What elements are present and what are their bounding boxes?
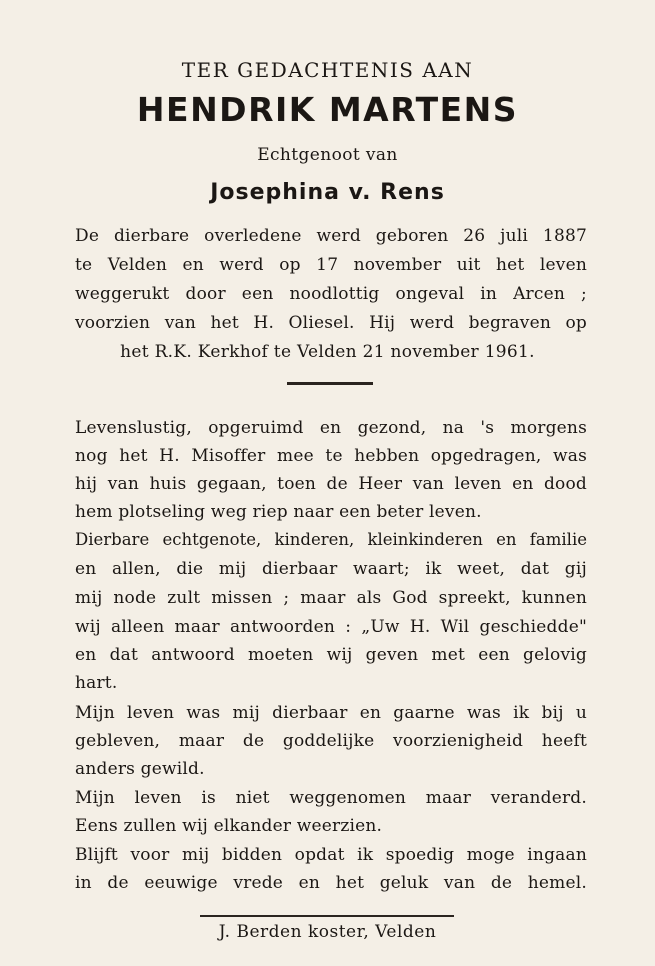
text-line: Levenslustig, opgeruimd en gezond, na 's morgens xyxy=(75,418,587,438)
biography-line: voorzien van het H. Oliesel. Hij werd begraven op xyxy=(75,313,587,333)
text-line: hem plotseling weg riep naar een beter leven. xyxy=(75,502,482,522)
text-line: en dat antwoord moeten wij geven met een gelovig xyxy=(75,645,587,665)
in-memory-heading: TER GEDACHTENIS AAN xyxy=(181,58,474,82)
spouse-name: Josephina v. Rens xyxy=(210,180,445,205)
text-line: Eens zullen wij elkander weerzien. xyxy=(75,816,383,836)
deceased-name: HENDRIK MARTENS xyxy=(136,90,519,129)
text-line: hij van huis gegaan, toen de Heer van leven en dood xyxy=(75,474,587,494)
text-line: wij alleen maar antwoorden : „Uw H. Wil geschiedde" xyxy=(75,617,587,637)
relation-label: Echtgenoot van xyxy=(257,145,398,165)
printer-credit: J. Berden koster, Velden xyxy=(218,922,437,942)
biography-line: het R.K. Kerkhof te Velden 21 november 1961. xyxy=(120,342,535,362)
biography-line: De dierbare overledene werd geboren 26 juli 1887 xyxy=(75,226,587,246)
biography-line: weggerukt door een noodlottig ongeval in Arcen ; xyxy=(75,284,587,304)
section-divider xyxy=(287,382,373,385)
text-line: en allen, die mij dierbaar waart; ik weet, dat gij xyxy=(75,559,587,579)
text-line: gebleven, maar de goddelijke voorzienigheid heeft xyxy=(75,731,587,751)
text-line: anders gewild. xyxy=(75,759,205,779)
text-line: nog het H. Misoffer mee te hebben opgedragen, was xyxy=(75,446,587,466)
biography-line: te Velden en werd op 17 november uit het leven xyxy=(75,255,587,275)
text-line: Dierbare echtgenote, kinderen, kleinkinderen en familie xyxy=(75,530,587,549)
footer-divider xyxy=(200,915,454,917)
text-line: hart. xyxy=(75,673,118,693)
text-line: Mijn leven is niet weggenomen maar veranderd. xyxy=(75,788,587,808)
text-line: in de eeuwige vrede en het geluk van de hemel. xyxy=(75,873,587,893)
text-line: Blijft voor mij bidden opdat ik spoedig moge ingaan xyxy=(75,845,587,865)
text-line: mij node zult missen ; maar als God spreekt, kunnen xyxy=(75,588,587,608)
text-line: Mijn leven was mij dierbaar en gaarne was ik bij u xyxy=(75,703,587,723)
